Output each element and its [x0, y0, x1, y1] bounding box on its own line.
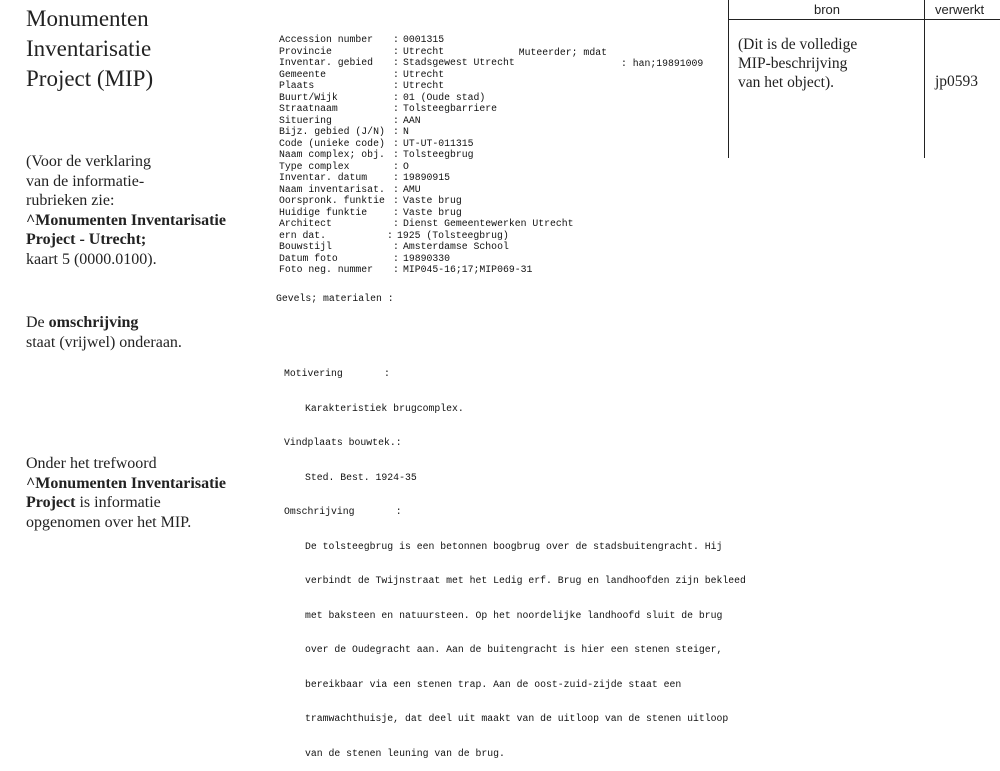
- field-key: Architect: [279, 218, 332, 229]
- bron-line: MIP-beschrijving: [738, 55, 848, 72]
- field-separator: :: [393, 264, 399, 275]
- field-key: Datum foto: [279, 252, 338, 264]
- field-value: Tolsteegbrug: [403, 149, 474, 160]
- field-key: Code (unieke code): [279, 137, 385, 149]
- field-key: Inventar. datum: [279, 172, 368, 183]
- field-key: Provincie: [279, 45, 332, 57]
- field-value: UT-UT-011315: [403, 137, 474, 149]
- field-separator: :: [393, 57, 399, 68]
- gevels-field: Gevels; materialen :: [276, 293, 394, 304]
- field-value: Utrecht: [403, 45, 445, 57]
- mutation-field: [507, 35, 704, 70]
- field-value: MIP045-16;17;MIP069-31: [403, 264, 533, 275]
- explanation-note: [26, 152, 226, 269]
- field-separator: :: [393, 218, 399, 229]
- field-value: Tolsteegbarriere: [403, 103, 498, 114]
- note-line: [26, 313, 182, 333]
- bron-header: bron: [814, 2, 841, 17]
- verwerkt-header: verwerkt: [935, 2, 985, 17]
- vindplaats-label: Vindplaats bouwtek.:: [284, 437, 402, 448]
- field-value: Vaste brug: [403, 195, 462, 206]
- field-separator: :: [393, 195, 399, 206]
- note-reference-link[interactable]: ^Monumenten Inventarisatie: [26, 474, 226, 492]
- field-key: Inventar. gebied: [279, 57, 374, 68]
- keyword-note: [26, 454, 226, 532]
- field-key: Plaats: [279, 80, 315, 91]
- field-separator: :: [393, 183, 399, 195]
- title-line: Project (MIP): [26, 66, 154, 91]
- note-text: De: [26, 314, 49, 331]
- note-line: Onder het trefwoord: [26, 455, 157, 472]
- field-separator: :: [393, 126, 399, 137]
- field-value: Stadsgewest Utrecht: [403, 57, 515, 68]
- title-line: Inventarisatie: [26, 36, 152, 61]
- field-value: Dienst Gemeentewerken Utrecht: [403, 218, 574, 229]
- note-line: staat (vrijwel) onderaan.: [26, 333, 182, 351]
- panel-divider-left: [728, 0, 729, 158]
- note-bold-text: omschrijving: [48, 314, 139, 331]
- note-line: (Voor de verklaring: [26, 153, 151, 170]
- field-separator: :: [393, 34, 399, 45]
- field-separator: :: [393, 91, 399, 103]
- field-value: Utrecht: [403, 68, 445, 80]
- field-separator: :: [393, 68, 399, 80]
- field-value: 19890915: [403, 172, 451, 183]
- panel-header-divider: [728, 19, 1000, 20]
- field-value: 0001315: [403, 34, 445, 45]
- motivering-label: Motivering :: [284, 368, 390, 379]
- field-value: : han;19891009: [621, 58, 704, 69]
- field-key: Gemeente: [279, 68, 327, 80]
- field-separator: :: [393, 80, 399, 91]
- note-reference-link[interactable]: ^Monumenten Inventarisatie: [26, 211, 226, 229]
- field-value: O: [403, 160, 409, 172]
- note-line: [26, 493, 226, 513]
- title-line: Monumenten: [26, 6, 149, 31]
- field-key: Bijz. gebied (J/N): [279, 126, 385, 137]
- verwerkt-code: jp0593: [935, 73, 979, 90]
- note-line: opgenomen over het MIP.: [26, 513, 192, 531]
- field-key: Accession number: [279, 34, 374, 45]
- field-key: Bouwstijl: [279, 241, 332, 252]
- omschrijving-line: De tolsteegbrug is een betonnen boogbrug over de stadsbuitengracht. Hij: [305, 540, 723, 552]
- panel-divider-middle: [924, 0, 925, 158]
- field-separator: :: [393, 252, 399, 264]
- field-separator: :: [393, 45, 399, 57]
- note-line: kaart 5 (0000.0100).: [26, 250, 157, 268]
- field-value: 19890330: [403, 252, 451, 264]
- field-separator: :: [393, 172, 399, 183]
- field-key: Oorspronk. funktie: [279, 195, 385, 206]
- field-separator: :: [387, 229, 393, 241]
- bron-line: (Dit is de volledige: [738, 36, 858, 53]
- field-value: AMU: [403, 183, 421, 195]
- note-reference-link[interactable]: Project: [26, 494, 76, 511]
- note-line: van de informatie-: [26, 172, 145, 190]
- field-separator: :: [393, 206, 399, 218]
- field-key: Naam complex; obj.: [279, 149, 385, 160]
- field-value: 01 (Oude stad): [403, 91, 486, 103]
- description-hint-note: [26, 313, 182, 352]
- field-key: Situering: [279, 114, 332, 126]
- field-value: 1925 (Tolsteegbrug): [397, 229, 509, 241]
- omschrijving-line: tramwachthuisje, dat deel uit maakt van de uitloop van de stenen uitloop: [305, 713, 729, 724]
- omschrijving-line: verbindt de Twijnstraat met het Ledig erf. Brug en landhoofden zijn bekleed: [305, 575, 746, 586]
- field-separator: :: [393, 103, 399, 114]
- field-separator: :: [393, 160, 399, 172]
- note-reference-link[interactable]: Project - Utrecht;: [26, 231, 147, 248]
- omschrijving-line: met baksteen en natuursteen. Op het noordelijke landhoofd sluit de brug: [305, 609, 723, 621]
- field-value: N: [403, 126, 409, 137]
- field-separator: :: [393, 149, 399, 160]
- field-key: Naam inventarisat.: [279, 183, 385, 195]
- description-block: [284, 345, 746, 771]
- field-value: AAN: [403, 114, 421, 126]
- vindplaats-text: Sted. Best. 1924-35: [305, 471, 417, 483]
- omschrijving-line: over de Oudegracht aan. Aan de buitengracht is hier een stenen steiger,: [305, 644, 723, 655]
- source-panel: [728, 0, 1000, 158]
- field-separator: :: [393, 137, 399, 149]
- field-separator: :: [393, 241, 399, 252]
- omschrijving-line: bereikbaar via een stenen trap. Aan de oost-zuid-zijde staat een: [305, 678, 682, 690]
- note-text: is informatie: [75, 494, 161, 511]
- field-value: Vaste brug: [403, 206, 462, 218]
- omschrijving-line: van de stenen leuning van de brug.: [305, 747, 505, 759]
- field-key: Muteerder; mdat: [518, 46, 607, 58]
- field-separator: :: [393, 114, 399, 126]
- page-title: [26, 4, 153, 94]
- field-key: Type complex: [279, 160, 350, 172]
- field-value: Amsterdamse School: [403, 241, 509, 252]
- field-key: Straatnaam: [279, 103, 338, 114]
- field-key: Huidige funktie: [279, 206, 368, 218]
- bron-text: [738, 35, 918, 92]
- motivering-text: Karakteristiek brugcomplex.: [305, 402, 464, 414]
- note-line: rubrieken zie:: [26, 192, 115, 209]
- field-key: ern dat.: [279, 229, 327, 241]
- field-value: Utrecht: [403, 80, 445, 91]
- omschrijving-label: Omschrijving :: [284, 506, 402, 517]
- bron-line: van het object).: [738, 74, 834, 91]
- field-key: Foto neg. nummer: [279, 264, 374, 275]
- field-key: Buurt/Wijk: [279, 91, 338, 103]
